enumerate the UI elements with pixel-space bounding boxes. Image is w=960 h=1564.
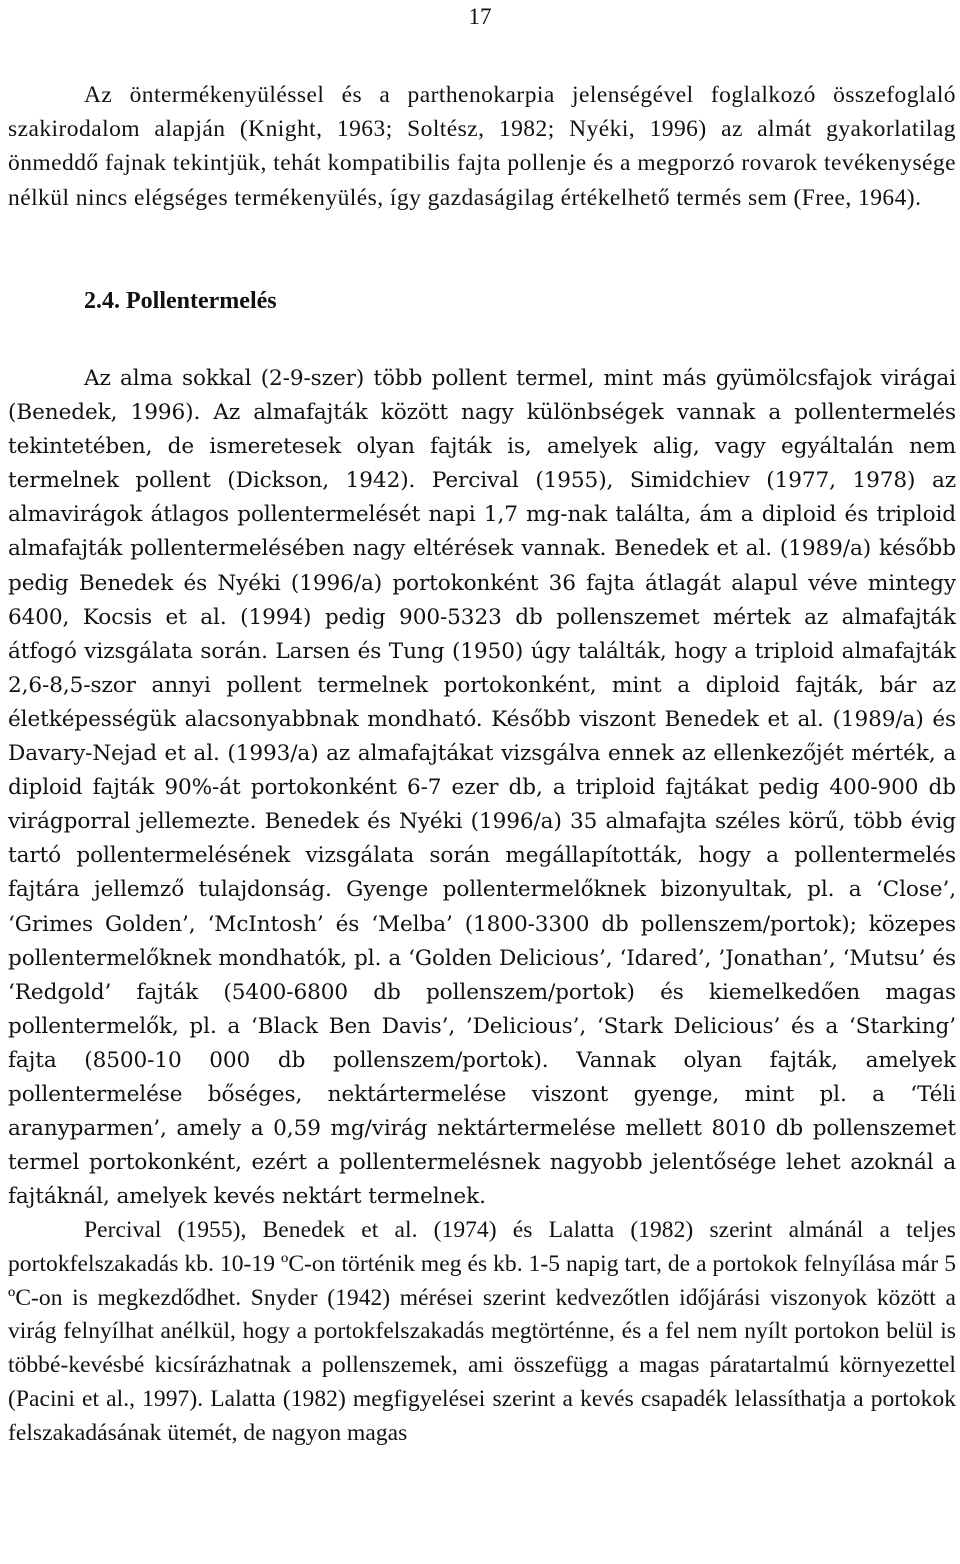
last-paragraph-block (8, 1214, 956, 1451)
last-paragraph: Percival (1955), Benedek et al. (1974) és Lalatta (1982) szerint almánál a teljes portokfelszakadás kb. 10-19 ºC-on történik meg és kb. 1-5 napig tart, de a portokok felnyílása már 5 ºC-on is megkezdődhet. Snyder (1942) mérései szerint kedvezőtlen időjárási viszonyok között a virág felnyílhat anélkül, hogy a portokfelszakadás megtörténne, és a fel nem nyílt portokon belül is többé-kevésbé kicsírázhatnak a pollenszemek, ami összefügg a magas páratartalmú környezettel (Pacini et al., 1997). Lalatta (1982) megfigyelései szerint a kevés csapadék lelassíthatja a portokok felszakadásának ütemét, de nagyon magas (8, 1217, 956, 1446)
intro-paragraph: Az öntermékenyüléssel és a parthenokarpia jelenségével foglalkozó összefoglaló szakirodalom alapján (Knight, 1963; Soltész, 1982; Nyéki, 1996) az almát gyakorlatilag önmeddő fajnak tekintjük, tehát kompatibilis fajta pollenje és a megporzó rovarok tevékenysége nélkül nincs elégséges termékenyülés, így gazdaságilag értékelhető termés sem (Free, 1964). (8, 82, 956, 211)
intro-paragraph-block (8, 78, 956, 215)
main-paragraph: Az alma sokkal (2-9-szer) több pollent termel, mint más gyümölcsfajok virágai (Benedek, 1996). Az almafajták között nagy különbségek vannak a pollentermelés tekintetében, de ismeretesek olyan fajták is, amelyek alig, vagy egyáltalán nem termelnek pollent (Dickson, 1942). Percival (1955), Simidchiev (1977, 1978) az almavirágok átlagos pollentermelését napi 1,7 mg-nak találta, ám a diploid és triploid almafajták pollentermelésében nagy eltérések vannak. Benedek et al. (1989/a) később pedig Benedek és Nyéki (1996/a) portokonként 36 fajta átlagát alapul véve mintegy 6400, Kocsis et al. (1994) pedig 900-5323 db pollenszemet mértek az almafajták átfogó vizsgálata során. Larsen és Tung (1950) úgy találták, hogy a triploid almafajták 2,6-8,5-szor annyi pollent termelnek portokonként, mint a diploid fajták, bár az életképességük alacsonyabbnak mondható. Később viszont Benedek et al. (1989/a) és Davary-Nejad et al. (1993/a) az almafajtákat vizsgálva ennek az ellenkezőjét mérték, a diploid fajták 90%-át portokonként 6-7 ezer db, a triploid fajtákat pedig 400-900 db virágporral jellemezte. Benedek és Nyéki (1996/a) 35 almafajta széles körű, több évig tartó pollentermelésének vizsgálata során megállapították, hogy a pollentermelés fajtára jellemző tulajdonság. Gyenge pollentermelőknek bizonyultak, pl. a ‘Close’, ‘Grimes Golden’, ‘McIntosh’ és ‘Melba’ (1800-3300 db pollenszem/portok); közepes pollentermelőknek mondhatók, pl. a ‘Golden Delicious’, ‘Idared’, ’Jonathan’, ‘Mutsu’ és ‘Redgold’ fajták (5400-6800 db pollenszem/portok) és kiemelkedően magas pollentermelők, pl. a ‘Black Ben Davis’, ’Delicious’, ‘Stark Delicious’ és a ‘Starking’ fajta (8500-10 000 db pollenszem/portok). Vannak olyan fajták, amelyek pollentermelése bőséges, nektártermelése viszont gyenge, mint pl. a ‘Téli aranyparmen’, amely a 0,59 mg/virág nektártermelése mellett 8010 db pollenszemet termel portokonként, ezért a pollentermelésnek nagyobb jelentősége lehet azoknál a fajtáknál, amelyek kevés nektárt termelnek. (8, 366, 956, 1210)
page-number: 17 (468, 4, 492, 29)
section-heading: 2.4. Pollentermelés (84, 288, 277, 314)
main-paragraph-block (8, 362, 956, 1214)
